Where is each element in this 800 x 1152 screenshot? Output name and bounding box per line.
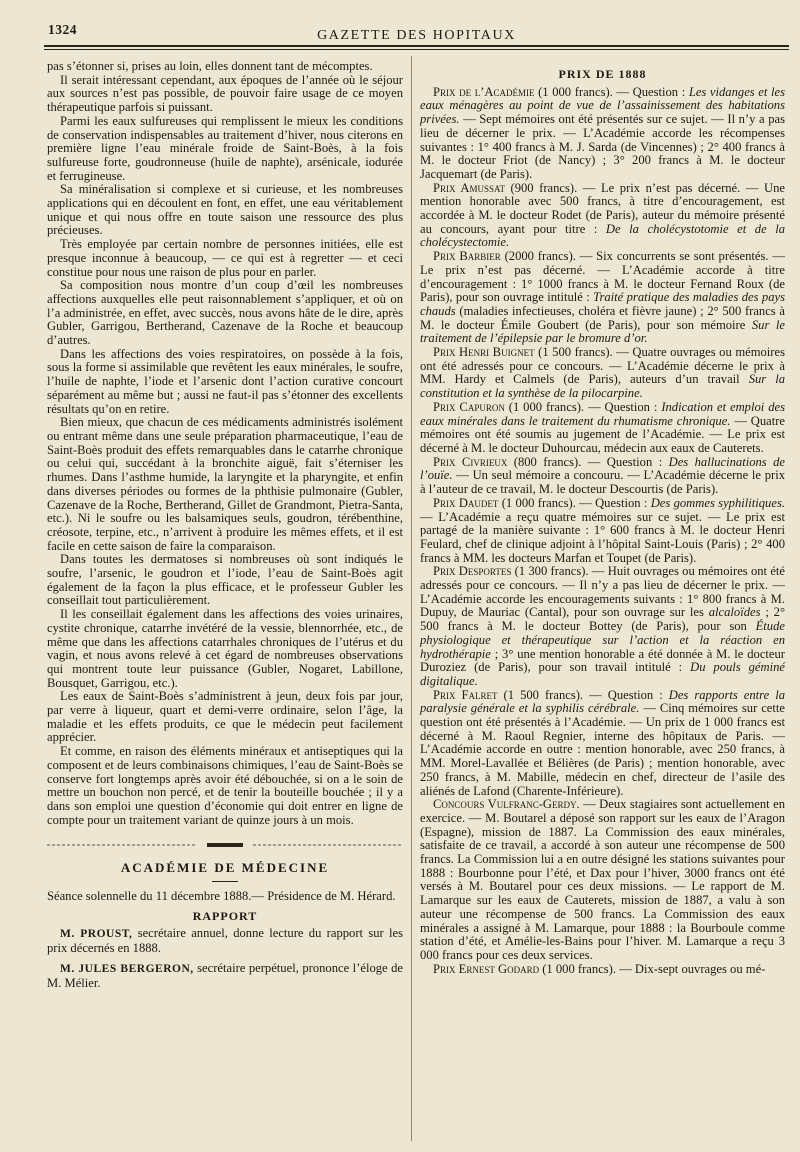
prize-buignet: [420, 346, 785, 401]
prize-title: alcaloïdes: [708, 605, 761, 620]
paragraph-bergeron: [47, 962, 403, 990]
prize-civrieux: [420, 456, 785, 497]
prize-question: Indication et emploi des eaux minérales dans le traitement du rhumatisme chronique.: [420, 399, 785, 428]
speaker-text: secrétaire annuel, donne lecture du rapport sur les prix décernés en 1888.: [47, 926, 403, 956]
prize-text: — Sept mémoires ont été présentés sur ce sujet. — Il n’y a pas lieu de décerner le prix. — L’Académie accorde les récompenses suivantes : 1° 400 francs à M. J. Sarda (de Vincennes) ; 2° 400 francs à M. le docteur Friot (de Nancy) ; 3° 200 francs à M. le docteur Jacquemart (de Paris).: [420, 112, 785, 181]
paragraph: Les eaux de Saint-Boès s’administrent à jeun, deux fois par jour, par verre à liqueur, quart et demi-verre ordinaire, selon l’âge, la maladie et les effets produits, ce que le médecin peut facilement apprécier.: [47, 689, 403, 745]
prize-name: Concours Vulfranc-Gerdy.: [433, 797, 580, 812]
header-rule-thin: [44, 49, 789, 50]
prize-text: (1 000 francs). — Dix-sept ouvrages ou mé-: [539, 961, 766, 976]
paragraph-proust: [47, 927, 403, 955]
paragraph: Et comme, en raison des éléments minéraux et antiseptiques qui la composent et de leurs combinaisons chimiques, l’eau de Saint-Boès se conserve fort longtemps après avoir été débouchée, si on a le soin de mettre un bouchon non percé, et de tenir la bouteille bouchée ; il y a dans son emploi une question d’économie qui doit entrer en ligne de compte pour un traitement variant de quinze jours à un mois.: [47, 744, 403, 827]
prize-name: Prix Henri Buignet: [433, 345, 535, 360]
prize-barbier: [420, 250, 785, 346]
prize-text: (1 500 francs). — Quatre ouvrages ou mémoires ont été adressés pour ce concours. — L’Académie décerne le prix à MM. Hardy et Calmels (de Paris), auteurs d’un travail: [420, 345, 785, 387]
header-rule-thick: [44, 45, 789, 47]
paragraph: pas s’étonner si, prises au loin, elles donnent tant de mécomptes.: [47, 59, 373, 73]
prize-desportes: [420, 565, 785, 688]
prize-title: Sur la constitution et la synthèse de la pilocarpine.: [420, 372, 785, 401]
left-column: [47, 60, 403, 990]
paragraph: Dans toutes les dermatoses si nombreuses où sont indiqués le soufre, l’arsenic, le goudron et l’iode, l’eau de Saint-Boès agit également de la façon la plus efficace, et le professeur Gubler les conseillait tout particulièrement.: [47, 552, 403, 608]
short-rule: [212, 881, 238, 882]
prize-title: Étude physiologique et thérapeutique sur l’action et la réaction en hydrothérapie: [420, 619, 785, 661]
paragraph: Bien mieux, que chacun de ces médicaments administrés isolément ou entrant même dans une seule préparation pharmaceutique, l’eau de Saint-Boès produit des effets remarquables dans le catarrhe chronique ou celui qui, succédant à la bronchite aiguë, fait s’éterniser les rhumes. Dans l’asthme humide, la laryngite et la pharyngite, et enfin dans diverses périodes ou formes de la phthisie pulmonaire (Gubler, Cazenave de la Roche, Bertherand, Gillet de Grandmont, Pietra-Santa, etc.). Ni le soufre ou les balsamiques seuls, goudron, térébenthine, créosote, terpine, etc., n’arrivent à produire les mêmes effets, et il est facile en cette saison de faire la comparaison.: [47, 415, 403, 553]
prize-name: Prix Capuron: [433, 399, 505, 414]
prize-text: (1 000 francs). — Question :: [504, 399, 662, 414]
paragraph: Très employée par certain nombre de personnes initiées, elle est presque inconnue à beaucoup, — ce qui est à regretter — et ceci constitue pour nous une raison de plus pour en parler.: [47, 237, 403, 279]
paragraph: Dans les affections des voies respiratoires, on possède à la fois, sous la forme si assimilable que revêtent les eaux minérales, le soufre, l’huile de naphte, l’iode et l’arsenic dont l’action curative concourt séparément au même but ; aussi ne faut-il pas s’étonner des excellents résultats qu’on en retire.: [47, 346, 403, 416]
prize-text: (1 300 francs). — Huit ouvrages ou mémoires ont été adressés pour ce concours. — Il n’y a pas lieu de décerner le prix. — L’Académie accorde les encouragements suivants : 1° 800 francs à M. Dupuy, de Mauriac (Cantal), pour son ouvrage sur les: [420, 564, 785, 620]
prize-godard: [420, 963, 785, 977]
prize-name: Prix Amussat: [433, 180, 505, 195]
column-divider: [411, 56, 412, 1141]
rapport-heading: RAPPORT: [192, 908, 258, 923]
prize-question: Des rapports entre la paralysie générale et la syphilis cérébrale.: [420, 687, 785, 716]
prize-academie: [420, 86, 785, 182]
prize-falret: [420, 689, 785, 799]
prize-name: Prix Daudet: [433, 495, 499, 510]
paragraph: Sa minéralisation si complexe et si curieuse, et les nombreuses applications qui en découlent en font, en effet, une eau véritablement unique et qui nous offre en toute saison une ressource des plus précieuses.: [47, 182, 403, 238]
prize-title: Sur le traitement de l’épilepsie par le bromure d’or.: [420, 317, 785, 346]
prize-text: (1 000 francs). — Question :: [534, 84, 689, 99]
running-title: GAZETTE DES HOPITAUX: [317, 28, 516, 43]
prizes-heading: PRIX DE 1888: [558, 67, 647, 81]
prize-text: (900 francs). — Le prix n’est pas décerné. — Une mention honorable avec 500 francs, à titre d’encouragement, est accordée à M. le docteur Rodet (de Paris), auteur du mémoire présenté au concours, ayant pour titre :: [420, 180, 785, 236]
prize-daudet: [420, 497, 785, 566]
prize-text: (800 francs). — Question :: [507, 454, 669, 469]
prize-name: Prix Ernest Godard: [433, 961, 540, 976]
prize-capuron: [420, 401, 785, 456]
prize-name: Prix Civrieux: [433, 454, 508, 469]
prize-text: — L’Académie a reçu quatre mémoires sur ce sujet. — Le prix est partagé de la manière suivante : 1° 600 francs à M. le docteur Henri Feulard, chef de clinique adjoint à l’hôpital Saint-Louis (Paris) ; 2° 400 francs à MM. les docteurs Marfan et Toupet (de Paris).: [420, 509, 785, 565]
prize-text: — Cinq mémoires sur cette question ont été présentés à l’Académie. — Un prix de 1 000 francs est décerné à M. Raoul Regnier, interne des hôpitaux de Paris. — L’Académie accorde en outre : mention honorable, avec 250 francs, à MM. Morel-Lavallée et Bélières (de Paris) ; mention honorable, avec 250 francs, à M. Mabille, médecin en chef, directeur de l’asile des aliénés de Lafond (Charente-Inférieure).: [420, 701, 785, 798]
page-number: 1324: [48, 22, 77, 37]
paragraph: Il les conseillait également dans les affections des voies urinaires, cystite chronique, catarrhe invétéré de la vessie, blennorrhée, etc., de même que dans les affections catarrhales chroniques de l’utérus et du vagin, et nous avons relevé à cet égard de nombreuses observations qui montrent toute leur puissance (Gubler, Nogaret, Labillone, Bousquet, Garrigou, etc.).: [47, 607, 403, 690]
prize-text: — Un seul mémoire a concouru. — L’Académie décerne le prix à l’auteur de ce travail, M. le docteur Descourtis (de Paris).: [420, 468, 785, 497]
prize-question: Des gommes syphilitiques.: [650, 495, 785, 510]
prize-name: Prix Desportes: [433, 564, 512, 579]
prize-text: ; 2° 500 francs à M. le docteur Bottey (de Paris), pour son: [420, 605, 785, 634]
prize-amussat: [420, 182, 785, 251]
prize-name: Prix Barbier: [433, 249, 501, 264]
prize-question: Des hallucinations de l’ouïe.: [420, 454, 786, 483]
section-title: ACADÉMIE DE MÉDECINE: [120, 860, 330, 876]
prize-text: (1 500 francs). — Question :: [497, 687, 669, 702]
prize-question: De la cholécystotomie et de la cholécystectomie.: [420, 221, 786, 250]
prize-text: ; 3° une mention honorable a été donnée à M. le docteur Duroziez (de Paris), pour son travail intitulé :: [420, 646, 785, 675]
prize-text: (2000 francs). — Six concurrents se sont présentés. — Le prix n’est pas décerné. — L’Académie accorde à titre d’encouragement : 1° 1000 francs à M. le docteur Fernand Roux (de Paris), pour son ouvrage intitulé :: [420, 249, 785, 305]
prize-vulfranc-gerdy: [420, 798, 785, 962]
prize-text: — Deux stagiaires sont actuellement en exercice. — M. Boutarel a déposé son rapport sur les eaux de l’Aragon (Espagne), mission de 1887. La Commission des eaux minérales, satisfaite de ce travail, a accordé à son auteur une récompense de 500 francs. La Commission lui a en outre désigné les stations suivantes pour 1888 : Bourbonne pour l’été, et Dax pour l’hiver, 3000 francs ont été versés à M. Boutarel pour ces deux missions. — Le rapport de M. Lamarque sur les eaux de Cauterets, mission de 1887, a valu à son auteur une récompense de 500 francs. La Commission des eaux minérales a assigné à M. Lamarque, pour 1888 : la Bourboule comme station d’été, et Amélie-les-Bains pour l’hiver. M. Lamarque a reçu 3 000 francs pour ces deux services.: [420, 797, 785, 962]
paragraph: Sa composition nous montre d’un coup d’œil les nombreuses affections auxquelles elle peut raisonnablement s’appliquer, et où on l’a administrée, en effet, avec succès, nous avons hâte de le dire, après Gubler, Garrigou, Bertherand, Cazenave de la Roche et beaucoup d’autres.: [47, 278, 403, 348]
section-separator: [47, 831, 403, 859]
prize-question: Les vidanges et les eaux ménagères au point de vue de l’assainissement des habitations privées.: [420, 84, 785, 127]
session-line: Séance solennelle du 11 décembre 1888.— Présidence de M. Hérard.: [47, 889, 396, 904]
prize-title: Du pouls géminé digitalique.: [420, 660, 785, 688]
prize-text: (1 000 francs). — Question :: [498, 495, 651, 510]
ornamental-rule: [47, 841, 403, 849]
speaker-text: secrétaire perpétuel, prononce l’éloge de M. Mélier.: [47, 960, 403, 990]
right-column: [420, 68, 785, 976]
prize-name: Prix Falret: [433, 687, 498, 702]
prize-text: (maladies infectieuses, choléra et fièvre jaune) ; 2° 500 francs à M. le docteur Émile Goubert (de Paris), pour son mémoire: [420, 303, 785, 332]
speaker-name: M. PROUST,: [60, 928, 133, 941]
prize-text: — Quatre mémoires ont été soumis au jugement de l’Académie. — Le prix est décerné à M. le docteur Duhourcau, médecin aux eaux de Cauterets.: [420, 413, 786, 455]
speaker-name: M. JULES BERGERON,: [60, 962, 194, 975]
paragraph: Il serait intéressant cependant, aux époques de l’année où le séjour aux sources n’est pas possible, de pouvoir faire usage de ce moyen thérapeutique parfois si puissant.: [47, 72, 403, 115]
prize-name: Prix de l’Académie: [433, 84, 535, 99]
paragraph: Parmi les eaux sulfureuses qui remplissent le mieux les conditions de conservation indispensables au traitement d’hiver, nous citerons en première ligne l’eau minérale froide de Saint-Boès, à la fois sulfureuse forte, goudronneuse (huile de naphte), arsénicale, iodurée et ferrugineuse.: [47, 113, 403, 183]
prize-title: Traité pratique des maladies des pays chauds: [420, 290, 785, 318]
